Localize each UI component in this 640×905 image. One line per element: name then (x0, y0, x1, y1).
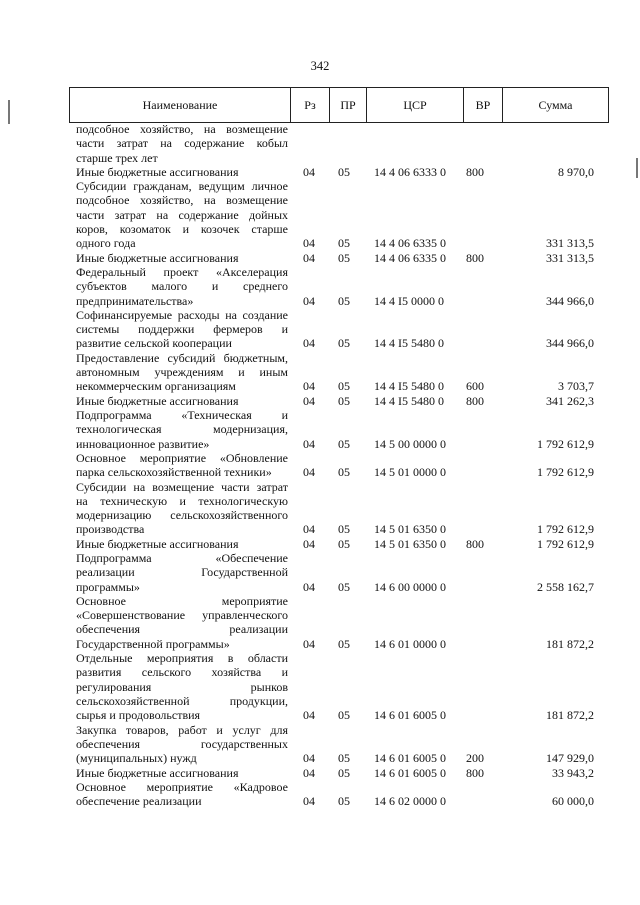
header-vr: ВР (475, 98, 491, 112)
row-name-line: развития сельского хозяйства и (76, 665, 288, 680)
row-pr: 05 (338, 465, 350, 480)
row-sum: 3 703,7 (558, 379, 594, 394)
row-name-line: Субсидии гражданам, ведущим личное (76, 179, 288, 194)
row-csr: 14 6 01 0000 0 (374, 636, 446, 651)
row-csr: 14 5 00 0000 0 (374, 436, 446, 451)
row-name-line: обеспечения государственных (76, 736, 288, 751)
row-name (76, 251, 288, 265)
row-pr: 05 (338, 579, 350, 594)
row-rz: 04 (303, 336, 315, 351)
row-vr: 800 (466, 250, 484, 265)
row-sum: 1 792 612,9 (537, 465, 594, 480)
table-row (0, 766, 640, 780)
row-name (76, 651, 288, 722)
row-rz: 04 (303, 379, 315, 394)
row-rz: 04 (303, 236, 315, 251)
row-pr: 05 (338, 164, 350, 179)
row-pr: 05 (338, 250, 350, 265)
row-name-line: некоммерческим организациям (76, 379, 236, 394)
row-csr: 14 6 01 6005 0 (374, 751, 446, 766)
row-rz: 04 (303, 751, 315, 766)
table-row (0, 251, 640, 265)
row-name-line: программы» (76, 579, 140, 594)
row-name (76, 122, 288, 165)
row-pr: 05 (338, 236, 350, 251)
row-name-line: Иные бюджетные ассигнования (76, 536, 239, 551)
row-csr: 14 6 02 0000 0 (374, 794, 446, 809)
row-name (76, 408, 288, 451)
row-sum: 331 313,5 (546, 236, 594, 251)
row-name-line: обеспечение реализации (76, 794, 202, 809)
row-name-line: «Совершенствование управленческого (76, 608, 288, 623)
row-name-line: инновационное развитие» (76, 436, 210, 451)
table-row (0, 551, 640, 594)
row-name-line: на техническую и технологическую (76, 493, 288, 508)
row-sum: 1 792 612,9 (537, 522, 594, 537)
row-name-line: Подпрограмма «Техническая и (76, 408, 288, 422)
row-name-line: Отдельные мероприятия в области (76, 651, 288, 666)
table-row (0, 537, 640, 551)
row-name (76, 766, 288, 780)
header-csr: ЦСР (403, 98, 427, 112)
row-pr: 05 (338, 436, 350, 451)
row-pr: 05 (338, 636, 350, 651)
row-name-line: Закупка товаров, работ и услуг для (76, 722, 288, 737)
row-name-line: обеспечения реализации (76, 622, 288, 637)
row-name-line: модернизацию сельскохозяйственного (76, 508, 288, 523)
row-csr: 14 4 06 6335 0 (374, 250, 446, 265)
row-name-line: регулирования рынков (76, 679, 288, 694)
row-name (76, 265, 288, 308)
row-pr: 05 (338, 536, 350, 551)
row-name-line: Федеральный проект «Акселерация (76, 265, 288, 279)
row-rz: 04 (303, 579, 315, 594)
table-row (0, 651, 640, 723)
row-vr: 600 (466, 379, 484, 394)
table-row (0, 165, 640, 179)
row-name-line: Подпрограмма «Обеспечение (76, 551, 288, 565)
row-name-line: Иные бюджетные ассигнования (76, 250, 239, 265)
table-row (0, 594, 640, 651)
row-vr: 800 (466, 765, 484, 780)
table-row (0, 351, 640, 394)
row-name (76, 551, 288, 594)
page-number: 342 (310, 59, 330, 73)
row-pr: 05 (338, 794, 350, 809)
row-pr: 05 (338, 708, 350, 723)
row-csr: 14 5 01 6350 0 (374, 522, 446, 537)
row-rz: 04 (303, 293, 315, 308)
table-row (0, 480, 640, 537)
header-sum: Сумма (538, 98, 573, 112)
row-name (76, 480, 288, 537)
header-pr: ПР (340, 98, 356, 112)
header-name: Наименование (142, 98, 218, 112)
row-sum: 344 966,0 (546, 336, 594, 351)
row-vr: 800 (466, 164, 484, 179)
row-name-line: части затрат на содержание дойных (76, 207, 288, 222)
row-csr: 14 5 01 6350 0 (374, 536, 446, 551)
row-name-line: субъектов малого и среднего (76, 279, 288, 294)
row-name (76, 351, 288, 394)
row-name-line: Основное мероприятие «Обновление (76, 450, 288, 465)
row-name-line: части затрат на содержание кобыл (76, 136, 288, 151)
row-name-line: старше трех лет (76, 150, 158, 165)
row-name-line: подсобное хозяйство, на возмещение (76, 193, 288, 208)
table-row (0, 122, 640, 165)
row-name-line: сырья и продовольствия (76, 708, 201, 723)
row-name-line: реализации Государственной (76, 565, 288, 580)
row-rz: 04 (303, 765, 315, 780)
row-vr: 200 (466, 751, 484, 766)
row-pr: 05 (338, 751, 350, 766)
row-sum: 181 872,2 (546, 708, 594, 723)
row-name (76, 537, 288, 551)
row-csr: 14 4 I5 5480 0 (374, 336, 444, 351)
row-name (76, 594, 288, 651)
row-pr: 05 (338, 293, 350, 308)
row-csr: 14 5 01 0000 0 (374, 465, 446, 480)
table-row (0, 451, 640, 480)
table-row (0, 394, 640, 408)
row-name-line: Основное мероприятие «Кадровое (76, 779, 288, 794)
row-name-line: Основное мероприятие (76, 593, 288, 608)
row-csr: 14 6 01 6005 0 (374, 708, 446, 723)
row-name-line: (муниципальных) нужд (76, 751, 197, 766)
row-rz: 04 (303, 436, 315, 451)
row-rz: 04 (303, 465, 315, 480)
row-sum: 1 792 612,9 (537, 436, 594, 451)
row-sum: 1 792 612,9 (537, 536, 594, 551)
row-rz: 04 (303, 522, 315, 537)
row-vr: 800 (466, 536, 484, 551)
row-sum: 60 000,0 (552, 794, 594, 809)
row-name-line: развитие сельской кооперации (76, 336, 232, 351)
row-name-line: парка сельскохозяйственной техники» (76, 465, 272, 480)
row-name-line: подсобное хозяйство, на возмещение (76, 122, 288, 136)
row-rz: 04 (303, 393, 315, 408)
row-name (76, 165, 288, 179)
row-name-line: Иные бюджетные ассигнования (76, 393, 239, 408)
row-pr: 05 (338, 522, 350, 537)
row-sum: 147 929,0 (546, 751, 594, 766)
row-name-line: коров, козоматок и козочек старше (76, 222, 288, 237)
row-rz: 04 (303, 536, 315, 551)
table-row (0, 780, 640, 809)
row-rz: 04 (303, 164, 315, 179)
row-csr: 14 4 I5 5480 0 (374, 393, 444, 408)
row-rz: 04 (303, 794, 315, 809)
row-name-line: производства (76, 522, 145, 537)
row-csr: 14 4 06 6335 0 (374, 236, 446, 251)
row-name-line: Предоставление субсидий бюджетным, (76, 350, 288, 365)
row-sum: 8 970,0 (558, 164, 594, 179)
row-sum: 344 966,0 (546, 293, 594, 308)
row-pr: 05 (338, 336, 350, 351)
table-row (0, 723, 640, 766)
row-pr: 05 (338, 379, 350, 394)
row-vr: 800 (466, 393, 484, 408)
row-sum: 341 262,3 (546, 393, 594, 408)
row-name-line: сельскохозяйственной продукции, (76, 693, 288, 708)
row-sum: 33 943,2 (552, 765, 594, 780)
row-sum: 331 313,5 (546, 250, 594, 265)
row-name (76, 451, 288, 480)
row-sum: 2 558 162,7 (537, 579, 594, 594)
row-csr: 14 4 I5 0000 0 (374, 293, 444, 308)
row-name-line: системы поддержки фермеров и (76, 322, 288, 337)
row-sum: 181 872,2 (546, 636, 594, 651)
row-name-line: Софинансируемые расходы на создание (76, 307, 288, 322)
table-row (0, 408, 640, 451)
row-rz: 04 (303, 708, 315, 723)
row-pr: 05 (338, 765, 350, 780)
row-name-line: одного года (76, 236, 136, 251)
row-rz: 04 (303, 636, 315, 651)
table-row (0, 308, 640, 351)
row-name-line: Государственной программы» (76, 636, 230, 651)
row-name (76, 780, 288, 809)
row-name-line: Иные бюджетные ассигнования (76, 164, 239, 179)
row-csr: 14 6 01 6005 0 (374, 765, 446, 780)
row-name-line: Иные бюджетные ассигнования (76, 765, 239, 780)
row-name-line: Субсидии на возмещение части затрат (76, 479, 288, 494)
table-row (0, 179, 640, 251)
row-csr: 14 4 I5 5480 0 (374, 379, 444, 394)
table-row (0, 265, 640, 308)
row-name (76, 308, 288, 351)
header-rz: Рз (304, 98, 316, 112)
row-name-line: автономным учреждениям и иным (76, 365, 288, 380)
row-csr: 14 4 06 6333 0 (374, 164, 446, 179)
row-pr: 05 (338, 393, 350, 408)
row-name (76, 179, 288, 250)
row-name-line: предпринимательства» (76, 293, 194, 308)
row-name (76, 723, 288, 766)
row-rz: 04 (303, 250, 315, 265)
row-name-line: технологическая модернизация, (76, 422, 288, 437)
row-name (76, 394, 288, 408)
row-csr: 14 6 00 0000 0 (374, 579, 446, 594)
